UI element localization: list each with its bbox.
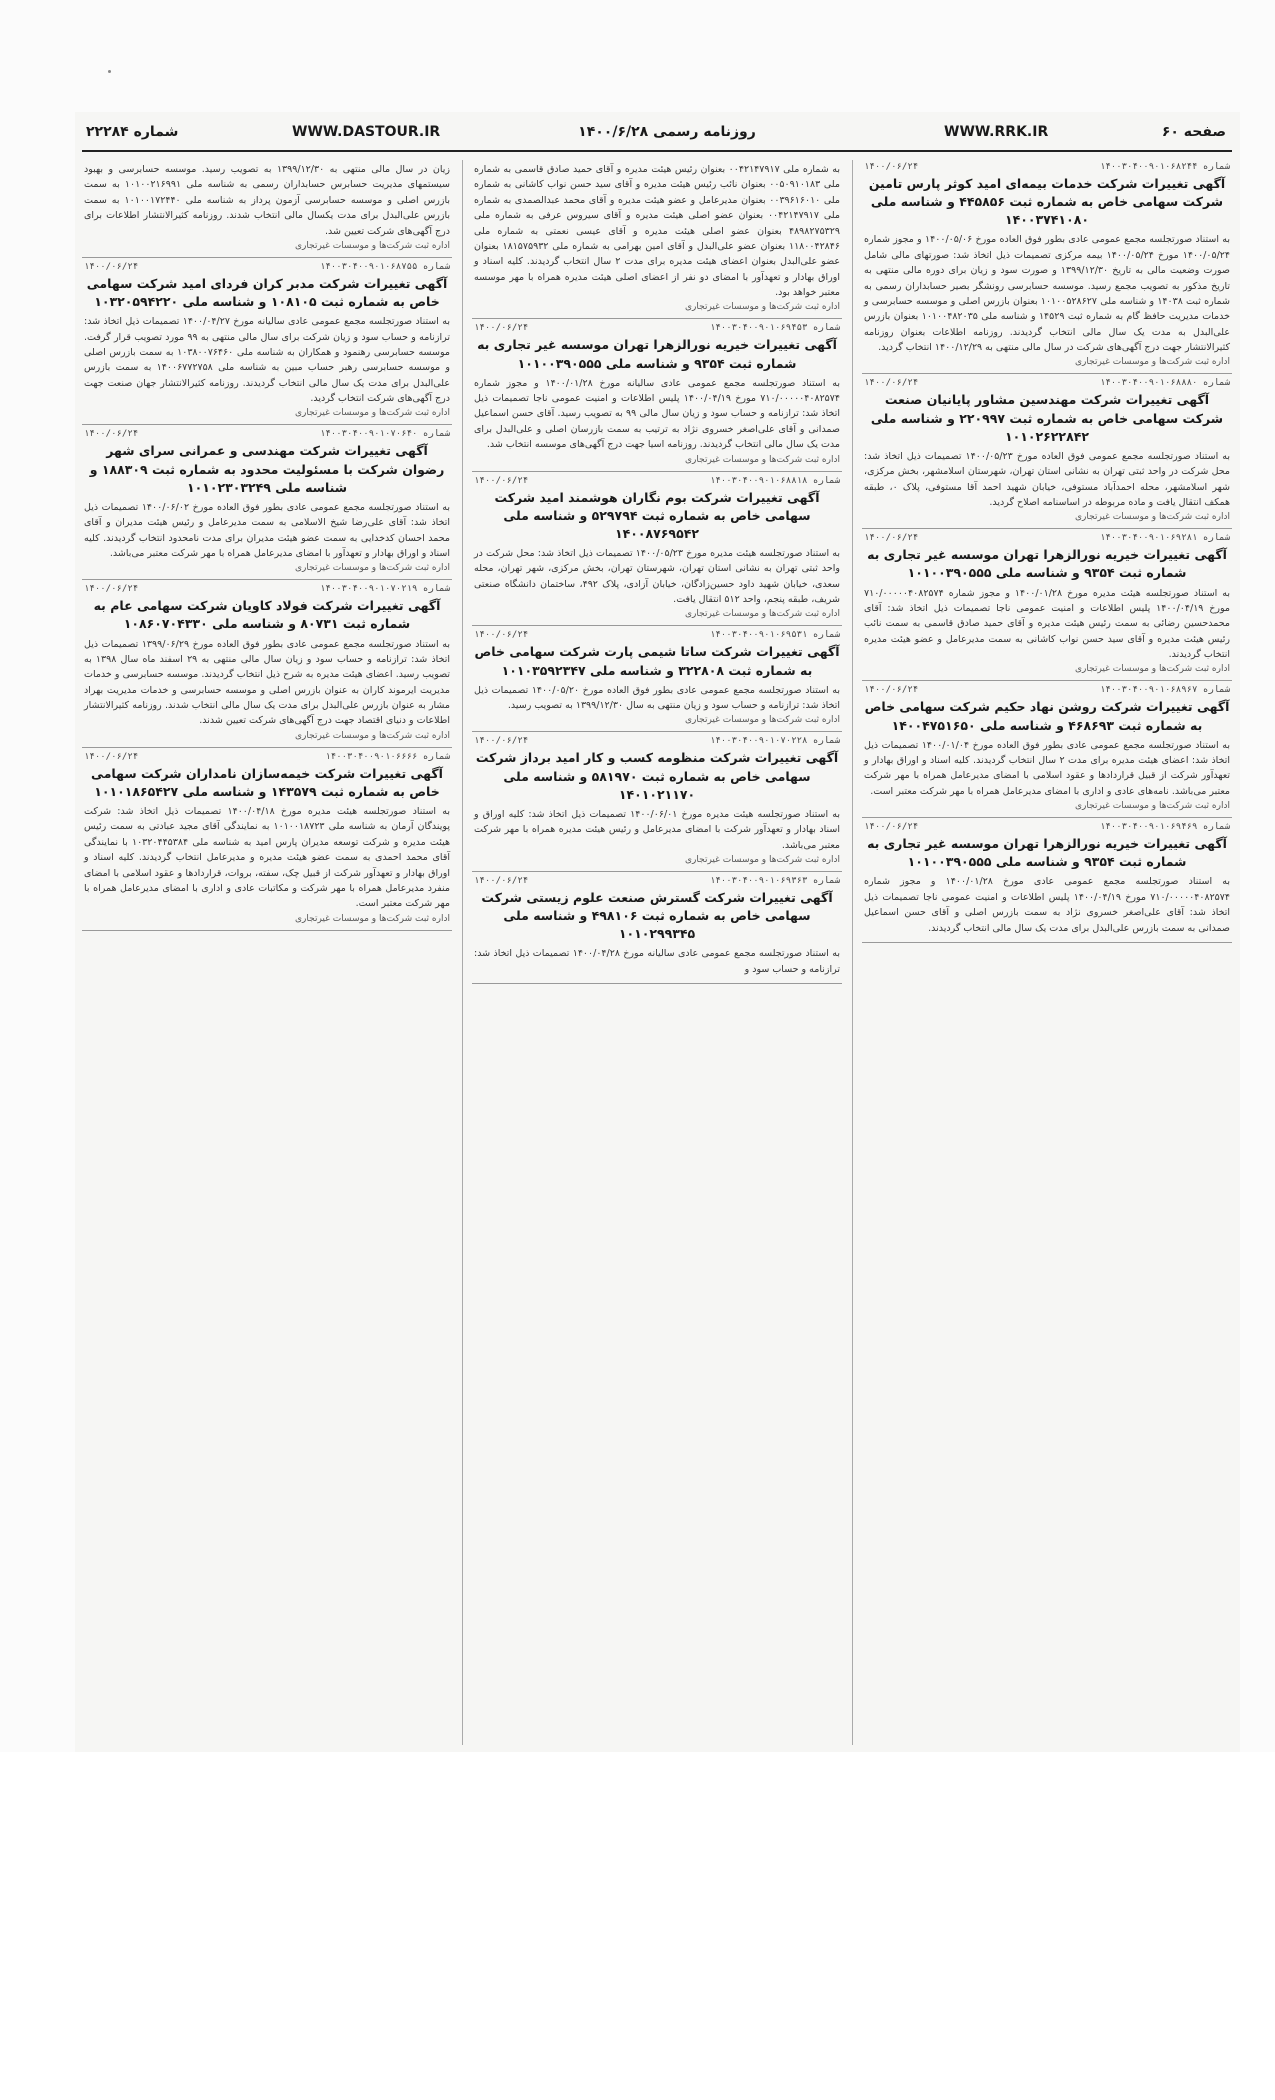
- announcement-issuer: اداره ثبت شرکت‌ها و موسسات غیرتجاری: [1075, 664, 1230, 675]
- announcement-body: به استناد صورتجلسه مجمع عمومی عادی بطور فوق العاده مورخ ۱۴۰۰/۰۶/۰۲ تصمیمات ذیل اتخاذ شد: آقای علی‌رضا شیخ الاسلامی به سمت مدیرعامل و رئیس هیئت مدیران و آقای محمد احسان کدخدایی به سمت عضو هیئت مدیران برای مدت نامحدود انتخاب گردیدند. کلیه اسناد و اوراق بهادار و تعهدآور با امضای مدیرعامل همراه با مهر شرکت معتبر می‌باشد.: [84, 501, 450, 559]
- announcement-body: به استناد صورتجلسه هیئت مدیره مورخ ۱۴۰۰/۰۱/۲۸ و مجوز شماره ۷۱۰/۰۰۰۰۰۴۰۸۲۵۷۴ مورخ ۱۴۰۰/۰۴/۱۹ پلیس اطلاعات و امنیت عمومی ناجا تصمیمات ذیل اتخاذ شد: آقای محمدحسین رضائی به سمت رئیس هیئت مدیره و آقای حمید صادق قاسمی به سمت نائب رئیس هیئت مدیره و آقای سید حسن نواب کاشانی به سمت مدیرعامل و عضو هیئت مدیره انتخاب گردیدند.: [864, 587, 1231, 660]
- announcement-date: ۱۴۰۰/۰۶/۲۴: [474, 475, 529, 486]
- announcement-title: آگهی تغییرات شرکت مهندسین مشاور پایانیان صنعت شرکت سهامی خاص به شماره ثبت ۲۲۰۹۹۷ و شناسه ملی ۱۰۱۰۲۶۲۲۸۴۲: [870, 392, 1224, 444]
- announcement-body: به استناد صورتجلسه هیئت مدیره مورخ ۱۴۰۰/۰۵/۲۳ تصمیمات ذیل اتخاذ شد: محل شرکت در واحد ثبتی تهران به نشانی استان تهران، شهرستان تهران، بخش مرکزی، شهر تهران، محله سعدی، خیابان شهید داود حسین‌زادگان، خیابان آزادی، پلاک ۴۹۲، ساختمان دانشگاه صنعتی شریف، طبقه پنجم، واحد ۵۱۲ انتقال یافت.: [474, 547, 840, 605]
- page-margin-bottom: [0, 1752, 1275, 2100]
- column-left: [82, 158, 452, 1748]
- announcement-issuer: اداره ثبت شرکت‌ها و موسسات غیرتجاری: [1075, 357, 1230, 368]
- announcement-meta: [84, 262, 450, 272]
- announcement-title: آگهی تغییرات شرکت ساتا شیمی پارت شرکت سهامی خاص به شماره ثبت ۳۲۲۸۰۸ و شناسه ملی ۱۰۱۰۳۵۹۲۳۴۷: [474, 644, 840, 678]
- announcement: [472, 472, 842, 627]
- announcement: [862, 374, 1232, 529]
- announcement: [82, 748, 452, 931]
- announcement-date: ۱۴۰۰/۰۶/۲۴: [84, 261, 139, 272]
- announcement-date: ۱۴۰۰/۰۶/۲۴: [864, 378, 919, 389]
- announcement-title: آگهی تغییرات شرکت خدمات بیمه‌ای امید کوثر پارس تامین شرکت سهامی خاص به شماره ثبت ۴۴۵۸۵۶ و شناسه ملی ۱۴۰۰۳۷۴۱۰۸۰: [868, 176, 1226, 228]
- announcement-title: آگهی تغییرات خیریه نورالزهرا تهران موسسه غیر تجاری به شماره ثبت ۹۳۵۴ و شناسه ملی ۱۰۱۰۰۳۹۰۵۵۵: [477, 337, 837, 371]
- announcement-date: ۱۴۰۰/۰۶/۲۴: [864, 162, 919, 172]
- announcement-issuer: اداره ثبت شرکت‌ها و موسسات غیرتجاری: [1075, 512, 1230, 523]
- announcement-title: آگهی تغییرات خیریه نورالزهرا تهران موسسه غیر تجاری به شماره ثبت ۹۳۵۴ و شناسه ملی ۱۰۱۰۰۳۹۰۵۵۵: [867, 836, 1227, 870]
- site-dastour[interactable]: WWW.DASTOUR.IR: [292, 124, 441, 140]
- announcement: [82, 258, 452, 426]
- announcement: [82, 425, 452, 580]
- announcement-issuer: اداره ثبت شرکت‌ها و موسسات غیرتجاری: [685, 854, 840, 865]
- announcement-issuer: اداره ثبت شرکت‌ها و موسسات غیرتجاری: [295, 408, 450, 419]
- announcement-date: ۱۴۰۰/۰۶/۲۴: [864, 822, 919, 833]
- announcement-title: آگهی تغییرات شرکت فولاد کاویان شرکت سهامی عام به شماره ثبت ۸۰۷۳۱ و شناسه ملی ۱۰۸۶۰۷۰۴۳۳۰: [93, 598, 441, 632]
- announcement-issuer: اداره ثبت شرکت‌ها و موسسات غیرتجاری: [295, 563, 450, 574]
- announcement-meta: [474, 736, 840, 746]
- announcement-body: به استناد صورتجلسه مجمع عمومی عادی بطور فوق العاده مورخ ۱۳۹۹/۰۶/۲۹ تصمیمات ذیل اتخاذ شد: ترازنامه و حساب سود و زیان سال مالی منتهی به ۲۹ اسفند ماه سال ۱۳۹۸ به تصویب رسید. اعضای هیئت مدیره به شرح ذیل انتخاب گردیدند. موسسه حسابرسی و خدمات مدیریت ایرموند کاران به عنوان بازرس اصلی و موسسه حسابرسی و خدمات مدیریت بهراد مشار به عنوان بازرس علی‌البدل برای مدت یک سال مالی انتخاب شدند. روزنامه کثیرالانتشار اطلاعات و دنیای اقتصاد جهت درج آگهی‌های شرکت تعیین شدند.: [84, 638, 450, 727]
- announcement-title: آگهی تغییرات شرکت روشن نهاد حکیم شرکت سهامی خاص به شماره ثبت ۴۶۸۶۹۳ و شناسه ملی ۱۴۰۰۴۷۵۱۶۵۰: [864, 699, 1230, 733]
- page-header: [82, 120, 1232, 152]
- announcement-meta: [864, 378, 1230, 388]
- announcement-number: شماره ۱۴۰۰۳۰۴۰۰۹۰۱۰۷۰۶۴۰: [319, 429, 450, 440]
- announcement: [472, 872, 842, 984]
- announcement-title: آگهی تغییرات شرکت مدبر کران فردای امید شرکت سهامی خاص به شماره ثبت ۱۰۸۱۰۵ و شناسه ملی ۱۰۳۲۰۵۹۴۲۲۰: [86, 275, 448, 309]
- announcement-title: آگهی تغییرات شرکت گسترش صنعت علوم زیستی شرکت سهامی خاص به شماره ثبت ۴۹۸۱۰۶ و شناسه ملی ۱۰۱۰۲۹۹۳۴۵: [481, 889, 833, 942]
- announcement-body: به استناد صورتجلسه هیئت مدیره مورخ ۱۴۰۰/۰۶/۰۱ تصمیمات ذیل اتخاذ شد: کلیه اوراق و اسناد بهادار و تعهدآور شرکت با امضای مدیرعامل و رئیس هیئت مدیره همراه با مهر شرکت معتبر می‌باشد.: [474, 808, 840, 851]
- announcement-number: شماره ۱۴۰۰۳۰۴۰۰۹۰۱۰۶۹۲۸۱: [1099, 533, 1230, 544]
- column-right: [862, 158, 1232, 1748]
- announcement-meta: [864, 822, 1230, 832]
- announcement-body: به استناد صورتجلسه مجمع عمومی عادی بطور فوق العاده مورخ ۱۴۰۰/۰۱/۰۴ تصمیمات ذیل اتخاذ شد: اعضای هیئت مدیره برای مدت ۲ سال انتخاب گردیدند. کلیه اسناد و اوراق بهادار و تعهدآور شرکت از قبیل قراردادها و عقود اسلامی با امضای مدیرعامل همراه با مهر شرکت معتبر می‌باشد. نامه‌های عادی و اداری با امضای مدیرعامل همراه با مهر شرکت معتبر است.: [864, 739, 1230, 797]
- announcement-date: ۱۴۰۰/۰۶/۲۴: [84, 751, 139, 762]
- announcement: [82, 580, 452, 748]
- announcement-number: شماره ۱۴۰۰۳۰۴۰۰۹۰۱۰۶۸۸۸۰: [1099, 378, 1230, 389]
- announcement-title: آگهی تغییرات شرکت منظومه کسب و کار امید برداز شرکت سهامی خاص به شماره ثبت ۵۸۱۹۷۰ و شناسه ملی ۱۴۰۱۰۲۱۱۷۰: [475, 750, 839, 802]
- announcement-body: به استناد صورتجلسه مجمع عمومی عادی بطور فوق العاده مورخ ۱۴۰۰/۰۵/۲۰ تصمیمات ذیل اتخاذ شد: ترازنامه و حساب سود و زیان منتهی به سال ۱۳۹۹/۱۲/۳۰ به تصویب رسید.: [474, 684, 840, 711]
- announcement-number: شماره ۱۴۰۰۳۰۴۰۰۹۰۱۰۶۸۸۱۸: [709, 475, 840, 486]
- announcement: [862, 818, 1232, 943]
- announcement-issuer: اداره ثبت شرکت‌ها و موسسات غیرتجاری: [1075, 801, 1230, 812]
- announcement-body: به شماره ملی ۰۰۴۲۱۴۷۹۱۷ بعنوان رئیس هیئت مدیره و آقای حمید صادق قاسمی به شماره ملی ۰۰۵۰۹۱۰۱۸۳ بعنوان نائب رئیس هیئت مدیره و آقای سید حسن نواب کاشانی به شماره ملی ۰۰۳۹۶۱۶۰۱۰ بعنوان مدیرعامل و عضو هیئت مدیره و آقای محمد عبدالصمدی به شماره ملی ۰۰۴۲۱۴۷۹۱۷ بعنوان عضو اصلی هیئت مدیره و آقای سیروس عرفی به شماره ملی ۴۸۹۸۲۷۵۳۲۹ بعنوان عضو اصلی هیئت مدیره و آقای عیسی نعمتی به شماره ملی ۱۱۸۰۰۴۲۸۴۶ بعنوان عضو علی‌البدل و آقای امین بهرامی به شماره ملی ۱۸۱۵۷۵۹۳۲ بعنوان عضو علی‌البدل بعنوان اعضای هیئت مدیره برای مدت ۲ سال انتخاب گردیدند. کلیه اسناد و اوراق بهادار و تعهدآور با امضای دو نفر از اعضای اصلی هیئت مدیره همراه با مهر موسسه معتبر خواهد بود.: [474, 164, 840, 298]
- announcement-title: آگهی تغییرات خیریه نورالزهرا تهران موسسه غیر تجاری به شماره ثبت ۹۳۵۴ و شناسه ملی ۱۰۱۰۰۳۹۰۵۵۵: [867, 547, 1227, 581]
- page-number: صفحه ۶۰: [1161, 124, 1226, 140]
- announcement-title: آگهی تغییرات شرکت خیمه‌سازان نامداران شرکت سهامی خاص به شماره ثبت ۱۴۳۵۷۹ و شناسه ملی ۱۰۱۰۱۸۶۵۴۲۷: [91, 765, 443, 799]
- announcement-date: ۱۴۰۰/۰۶/۲۴: [84, 429, 139, 440]
- announcement-date: ۱۴۰۰/۰۶/۲۴: [474, 736, 529, 747]
- announcement-date: ۱۴۰۰/۰۶/۲۴: [864, 685, 919, 696]
- announcement-title: آگهی تغییرات شرکت مهندسی و عمرانی سرای شهر رضوان شرکت با مسئولیت محدود به شماره ثبت ۱۸۸۳۰۹ و شناسه ملی ۱۰۱۰۲۳۰۳۲۴۹: [89, 443, 445, 495]
- announcement-body: به استناد صورتجلسه مجمع عمومی عادی سالیانه مورخ ۱۴۰۰/۰۱/۲۸ و مجوز شماره ۷۱۰/۰۰۰۰۰۴۰۸۲۵۷۴ مورخ ۱۴۰۰/۰۴/۱۹ پلیس اطلاعات و امنیت عمومی ناجا تصمیمات ذیل اتخاذ شد: ترازنامه و حساب سود و زیان سال مالی ۹۹ به تصویب رسید. آقای حسن اسماعیل صمدانی و آقای علی‌اصغر خسروی نژاد به ترتیب به سمت بازرسان اصلی و علی‌البدل برای مدت یک سال مالی انتخاب گردیدند. روزنامه اسیا جهت درج آگهی‌های موسسه انتخاب شد.: [474, 377, 840, 451]
- announcement-number: شماره ۱۴۰۰۳۰۴۰۰۹۰۱۰۶۶۶۶: [325, 751, 450, 762]
- announcement-body: به استناد صورتجلسه مجمع عمومی عادی سالیانه مورخ ۱۴۰۰/۰۴/۲۷ تصمیمات ذیل اتخاذ شد: ترازنامه و حساب سود و زیان شرکت برای سال مالی منتهی به ۹۹ مورد تصویب قرار گرفت. موسسه حسابرسی رهنمود و همکاران به شناسه ملی ۱۰۳۸۰۰۷۶۴۶۰ به سمت بازرس اصلی و موسسه حسابرسی رهبر حساب مبین به شناسه ملی ۱۴۰۰۶۷۷۲۷۵۸ به سمت بازرس علی‌البدل برای مدت یک سال مالی انتخاب گردیدند. روزنامه کثیرالانتشار جهان صنعت جهت درج آگهی‌های شرکت انتخاب گردید.: [84, 316, 450, 404]
- announcement-date: ۱۴۰۰/۰۶/۲۴: [474, 323, 529, 334]
- announcement-title: آگهی تغییرات شرکت بوم نگاران هوشمند امید شرکت سهامی خاص به شماره ثبت ۵۲۹۷۹۴ و شناسه ملی ۱۴۰۰۸۷۶۹۵۴۲: [494, 489, 820, 541]
- announcement-meta: [84, 429, 450, 439]
- announcement-meta: [864, 533, 1230, 543]
- announcement-meta: [84, 752, 450, 762]
- gazette-title-date: روزنامه رسمی ۱۴۰۰/۶/۲۸: [578, 124, 756, 140]
- column-middle: [472, 158, 842, 1748]
- announcement-number: شماره ۱۴۰۰۳۰۴۰۰۹۰۱۰۶۹۳۶۳: [709, 875, 840, 886]
- announcement-columns: [82, 158, 1232, 1748]
- announcement: [862, 529, 1232, 681]
- announcement: [472, 158, 842, 319]
- site-rrk[interactable]: WWW.RRK.IR: [944, 124, 1049, 140]
- announcement: [82, 158, 452, 258]
- announcement-number: شماره ۱۴۰۰۳۰۴۰۰۹۰۱۰۶۸۹۶۷: [1099, 685, 1230, 696]
- announcement-issuer: اداره ثبت شرکت‌ها و موسسات غیرتجاری: [295, 730, 450, 741]
- announcement-date: ۱۴۰۰/۰۶/۲۴: [474, 630, 529, 641]
- announcement-meta: [84, 584, 450, 594]
- announcement-number: شماره ۱۴۰۰۳۰۴۰۰۹۰۱۰۶۸۲۴۴: [1099, 162, 1230, 172]
- announcement-issuer: اداره ثبت شرکت‌ها و موسسات غیرتجاری: [295, 913, 450, 924]
- announcement-meta: [864, 685, 1230, 695]
- announcement-meta: [474, 476, 840, 486]
- announcement: [862, 158, 1232, 374]
- announcement-meta: [474, 876, 840, 886]
- issue-number: شماره ۲۲۲۸۴: [86, 124, 179, 140]
- announcement-body: به استناد صورتجلسه مجمع عمومی عادی بطور فوق العاده مورخ ۱۴۰۰/۰۵/۰۶ و مجوز شماره ۱۴۰۰/۰۵/۲۴ مورخ ۱۴۰۰/۰۵/۲۴ بیمه مرکزی تصمیمات ذیل اتخاذ شد: صورتهای مالی شامل صورت وضعیت مالی به تاریخ ۱۳۹۹/۱۲/۳۰ و صورت سود و زیان برای دوره مالی منتهی به تاریخ مذکور به تصویب مجمع رسید. موسسه حسابرسی رونشگر بصیر حسابداران رسمی به شماره ثبت ۱۴۰۳۸ و شناسه ملی ۱۰۱۰۰۵۲۸۶۲۷ بعنوان بازرس اصلی و موسسه حسابرسی و خدمات مدیریت حافظ گام به شماره ثبت ۱۴۵۲۹ و شناسه ملی ۱۰۱۰۰۴۸۲۰۳۵ بعنوان بازرس علی‌البدل به مدت یک سال مالی انتخاب گردیدند. روزنامه اطلاعات بعنوان روزنامه کثیرالانتشار جهت درج آگهی‌های شرکت در سال مالی منتهی به ۱۴۰۰/۱۲/۲۹ انتخاب گردید.: [864, 234, 1231, 353]
- announcement-body: به استناد صورتجلسه مجمع عمومی عادی مورخ ۱۴۰۰/۰۱/۲۸ و مجوز شماره ۷۱۰/۰۰۰۰۰۴۰۸۲۵۷۴ مورخ ۱۴۰۰/۰۴/۱۹ پلیس اطلاعات و امنیت عمومی ناجا تصمیمات ذیل اتخاذ شد: آقای علی‌اصغر خسروی نژاد به سمت بازرس اصلی و آقای حسن اسماعیل صمدانی به سمت بازرس علی‌البدل برای مدت یک سال مالی انتخاب گردیدند.: [864, 876, 1230, 934]
- announcement-meta: [864, 162, 1230, 172]
- announcement-issuer: اداره ثبت شرکت‌ها و موسسات غیرتجاری: [685, 454, 840, 465]
- announcement-body: به استناد صورتجلسه مجمع عمومی عادی سالیانه مورخ ۱۴۰۰/۰۴/۲۸ تصمیمات ذیل اتخاذ شد: ترازنامه و حساب سود و: [474, 948, 840, 975]
- announcement-issuer: اداره ثبت شرکت‌ها و موسسات غیرتجاری: [685, 609, 840, 620]
- announcement: [862, 681, 1232, 818]
- announcement-date: ۱۴۰۰/۰۶/۲۴: [864, 533, 919, 544]
- announcement-number: شماره ۱۴۰۰۳۰۴۰۰۹۰۱۰۶۹۴۵۳: [709, 323, 840, 334]
- announcement-number: شماره ۱۴۰۰۳۰۴۰۰۹۰۱۰۷۰۲۲۸: [709, 736, 840, 747]
- announcement-meta: [474, 323, 840, 333]
- announcement-date: ۱۴۰۰/۰۶/۲۴: [474, 875, 529, 886]
- announcement: [472, 732, 842, 872]
- announcement-number: شماره ۱۴۰۰۳۰۴۰۰۹۰۱۰۶۹۴۶۹: [1099, 822, 1230, 833]
- announcement: [472, 626, 842, 732]
- announcement-issuer: اداره ثبت شرکت‌ها و موسسات غیرتجاری: [685, 302, 840, 313]
- announcement-number: شماره ۱۴۰۰۳۰۴۰۰۹۰۱۰۶۹۵۳۱: [709, 630, 840, 641]
- announcement-number: شماره ۱۴۰۰۳۰۴۰۰۹۰۱۰۷۰۲۱۹: [319, 584, 450, 595]
- announcement-meta: [474, 630, 840, 640]
- announcement-issuer: اداره ثبت شرکت‌ها و موسسات غیرتجاری: [685, 715, 840, 726]
- announcement-body: به استناد صورتجلسه هیئت مدیره مورخ ۱۴۰۰/۰۴/۱۸ تصمیمات ذیل اتخاذ شد: شرکت پویندگان آرمان به شناسه ملی ۱۰۱۰۰۱۸۷۲۳ به نمایندگی آقای مجید عبادتی به سمت رئیس هیئت مدیره و شرکت توسعه مدیران پارس امید به شناسه ملی ۱۰۳۲۰۴۴۵۳۸۴ با نمایندگی آقای محمد احمدی به سمت عضو هیئت مدیره و مدیرعامل انتخاب گردیدند. کلیه اسناد و اوراق بهادار و تعهدآور شرکت از قبیل چک، سفته، بروات، قراردادها و عقود اسلامی با امضای منفرد مدیرعامل همراه با مهر شرکت و مکاتبات عادی و اداری با امضای مدیرعامل همراه با مهر شرکت معتبر است.: [84, 806, 451, 910]
- announcement-body: زیان در سال مالی منتهی به ۱۳۹۹/۱۲/۳۰ به تصویب رسید. موسسه حسابرسی و بهبود سیستمهای مدیریت حسابرس حسابداران رسمی به شناسه ملی ۱۰۱۰۰۲۱۶۹۹۱ به سمت بازرس اصلی و موسسه حسابرسی آزمون پرداز به شناسه ملی ۱۰۱۰۰۱۷۲۴۴۰ به سمت بازرس علی‌البدل برای مدت یکسال مالی انتخاب شدند. روزنامه کثیرالانتشار اطلاعات برای درج آگهی‌های شرکت تعیین شد.: [84, 164, 450, 237]
- announcement-issuer: اداره ثبت شرکت‌ها و موسسات غیرتجاری: [295, 240, 450, 251]
- announcement-body: به استناد صورتجلسه مجمع عمومی فوق العاده مورخ ۱۴۰۰/۰۵/۲۳ تصمیمات ذیل اتخاذ شد: محل شرکت در واحد ثبتی تهران به نشانی استان تهران، شهرستان اسلامشهر، بخش مرکزی، شهر اسلامشهر، محله احمدآباد مستوفی، خیابان شهید احمد آقا مستوفی، پلاک ۰، طبقه همکف انتقال یافت و ماده مربوطه در اساسنامه اصلاح گردید.: [864, 450, 1230, 508]
- scan-speck: [108, 70, 111, 73]
- announcement: [472, 319, 842, 471]
- announcement-number: شماره ۱۴۰۰۳۰۴۰۰۹۰۱۰۶۸۷۵۵: [319, 261, 450, 272]
- announcement-date: ۱۴۰۰/۰۶/۲۴: [84, 584, 139, 595]
